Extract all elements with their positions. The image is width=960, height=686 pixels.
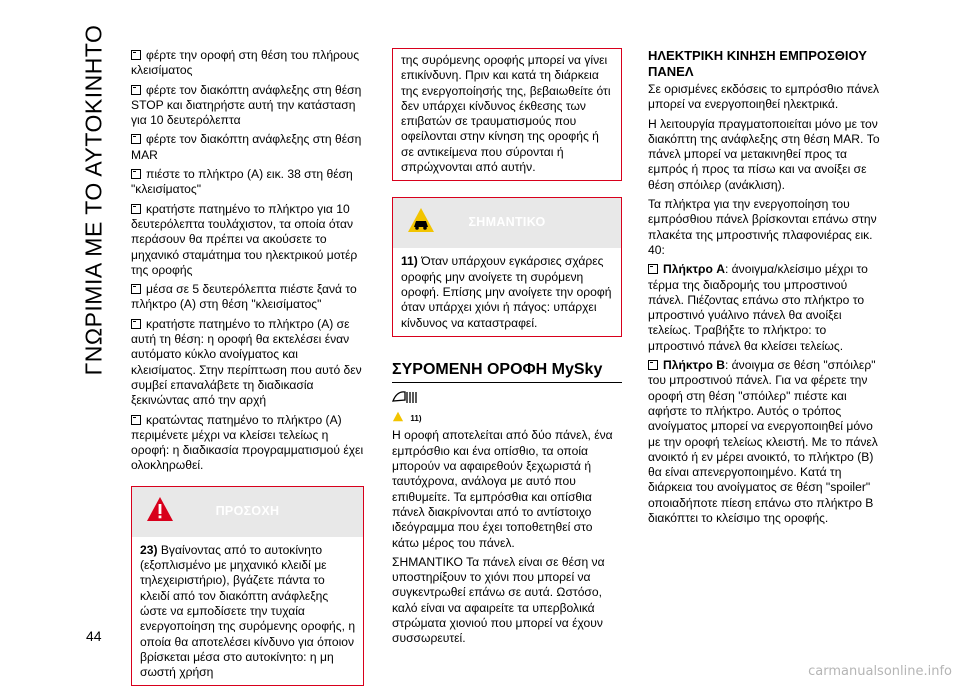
button-b-description	[648, 358, 886, 526]
step-item: κρατώντας πατημένο το πλήκτρο (A) περιμένετε μέχρι να κλείσει τελείως η οροφή: η διαδικασία προγραμματισμού έχει ολοκληρωθεί.	[131, 412, 364, 473]
column-3	[648, 48, 886, 530]
caution-title: ΠΡΟΣΟΧΗ	[215, 503, 280, 518]
chapter-title-text: ΓΝΩΡΙΜΙΑ ΜΕ ΤΟ ΑΥΤΟΚΙΝΗΤΟ	[80, 24, 107, 376]
step-checkbox-icon	[131, 134, 141, 144]
reference-number: 11)	[410, 414, 422, 424]
caution-box	[131, 486, 364, 686]
step-item: μέσα σε 5 δευτερόλεπτα πιέστε ξανά το πλήκτρο (A) στη θέση "κλεισίματος"	[131, 282, 357, 312]
step-checkbox-icon	[131, 169, 141, 179]
paragraph: ΣΗΜΑΝΤΙΚΟ Τα πάνελ είναι σε θέση να υποστηρίξουν το χιόνι που μπορεί να συγκεντρωθεί επάνω σε αυτά. Ωστόσο, καλό είναι να αφαιρείτε τα υπερβολικά στρώματα χιονιού που μπορεί να έχουν συσσωρευτεί.	[392, 554, 605, 646]
button-b-text: : άνοιγμα σε θέση "σπόιλερ" του μπροστινού πάνελ. Για να φέρετε την οροφή στη θέση "σπόιλερ" πιέστε και αφήστε το πλήκτρο. Αυτός ο τρόπος ανοίγματος μπορεί να ενεργοποιηθεί μόνο με την οροφή τελείως κλειστή. Με το πάνελ ανοικτό ή εν μέρει ανοικτό, το πλήκτρο (B) θα είναι απενεργοποιημένο. Κατά τη διάρκεια του ανοίγματος σε θέση "spoiler" οποιαδήποτε πίεση επάνω στο πλήκτρο B διακόπτει το κλείσιμο της οροφής.	[648, 358, 878, 526]
important-header	[393, 198, 621, 248]
section-title-mysky: ΣΥΡΟΜΕΝΗ ΟΡΟΦΗ MySky	[392, 360, 603, 378]
important-body	[393, 248, 621, 335]
step-item: κρατήστε πατημένο το πλήκτρο (A) σε αυτή τη θέση: η οροφή θα εκτελέσει έναν αυτόματο κύκλο ανοίγματος και κλεισίματος. Στην περίπτωση που αυτό δεν συμβεί επαναλάβετε τη διαδικασία ξεκινώντας από την αρχή	[131, 316, 362, 408]
caution-text: Βγαίνοντας από το αυτοκίνητο (εξοπλισμένο με μηχανικό κλειδί με τηλεχειριστήριο), βγάζετε πάντα το κλειδί από τον διακόπτη ανάφλεξης ώστε να εμποδίσετε την τυχαία ενεργοποίηση της συρόμενης οροφής, η οποία θα αποτελέσει κίνδυνο για όποιον βρίσκεται μέσα στο αυτοκίνητο: η μη σωστή χρήση	[140, 542, 356, 680]
important-number: 11)	[401, 254, 418, 269]
paragraph: Τα πλήκτρα για την ενεργοποίηση του εμπρόσθιου πάνελ βρίσκονται επάνω στην πλακέτα της μπροστινής πλαφονιέρας εικ. 40:	[648, 197, 877, 257]
step-item: κρατήστε πατημένο το πλήκτρο για 10 δευτερόλεπτα τουλάχιστον, τα οποία όταν περάσουν θα πρέπει να ακούσετε το μηχανικό σταμάτημα του ηλεκτρικού μοτέρ της οροφής	[131, 201, 358, 277]
page-number: 44	[86, 628, 102, 644]
small-warning-icon	[392, 411, 404, 422]
button-a-description	[648, 262, 886, 354]
paragraph: Η οροφή αποτελείται από δύο πάνελ, ένα εμπρόσθιο και ένα οπίσθιο, τα οποία μπορούν να αφαιρεθούν ξεχωριστά ή ταυτόχρονα, ανάλογα με αυτό που επιθυμείτε. Τα εμπρόσθια και οπίσθια πάνελ διακρίνονται από το αντίστοιχο ιδεόγραμμα που έχει τοποθετηθεί στο κάτω μέρος του πάνελ.	[392, 428, 613, 550]
step-item: πιέστε το πλήκτρο (A) εικ. 38 στη θέση "κλεισίματος"	[131, 167, 353, 197]
caution-box-continued	[392, 48, 622, 181]
step-checkbox-icon	[131, 85, 141, 95]
important-text: Όταν υπάρχουν εγκάρσιες σχάρες οροφής μην ανοίγετε τη συρόμενη οροφή. Επίσης μην ανοίγετε την οροφή όταν υπάρχει χιόνι ή πάγος: υπάρχει κίνδυνος να καταστραφεί.	[401, 254, 612, 330]
step-item: φέρτε τον διακόπτη ανάφλεξης στη θέση MAR	[131, 132, 362, 162]
important-box	[392, 197, 622, 336]
button-a-label: Πλήκτρο A	[663, 262, 725, 277]
step-checkbox-icon	[131, 204, 141, 214]
paragraph: Σε ορισμένες εκδόσεις το εμπρόσθιο πάνελ μπορεί να ενεργοποιηθεί ηλεκτρικά.	[648, 82, 880, 112]
column-2	[392, 48, 622, 651]
caution-header	[132, 487, 363, 537]
important-title: ΣΗΜΑΝΤΙΚΟ	[468, 215, 546, 230]
vertical-chapter-title	[74, 0, 114, 683]
caution-number: 23)	[140, 542, 158, 557]
watermark: carmanualsonline.info	[808, 664, 952, 679]
reference-line	[392, 411, 622, 426]
step-item: φέρτε τον διακόπτη ανάφλεξης στη θέση STOP και διατηρήστε αυτή την κατάσταση για 10 δευτερόλεπτα	[131, 82, 362, 128]
caution-continued-text: της συρόμενης οροφής μπορεί να γίνει επικίνδυνη. Πριν και κατά τη διάρκεια της ενεργοποίησής της, βεβαιωθείτε ότι δεν υπάρχει κίνδυνος έκθεσης των επιβατών σε τραυματισμούς που οφείλονται στην κίνηση της οροφής ή σε αντικείμενα που σύρονται ή σπρώχνονται από αυτήν.	[401, 53, 611, 175]
mysky-section	[392, 361, 622, 647]
button-b-label: Πλήκτρο B	[663, 358, 725, 373]
button-a-text: : άνοιγμα/κλείσιμο μέχρι το τέρμα της διαδρομής του μπροστινού πάνελ. Πιέζοντας επάνω στο πλήκτρο το μπροστινό γυάλινο πάνελ θα ανοίξει τελείως. Τραβήξτε το πλήκτρο: το μπροστινό πάνελ θα κλείσει τελείως.	[648, 262, 868, 353]
sunroof-icon	[392, 389, 418, 405]
step-checkbox-icon	[131, 284, 141, 294]
step-checkbox-icon	[648, 360, 658, 370]
procedure-steps	[131, 48, 364, 474]
section-divider	[392, 382, 622, 383]
step-checkbox-icon	[648, 264, 658, 274]
section-title-electric: ΗΛΕΚΤΡΙΚΗ ΚΙΝΗΣΗ ΕΜΠΡΟΣΘΙΟΥ ΠΑΝΕΛ	[648, 48, 867, 79]
step-checkbox-icon	[131, 415, 141, 425]
step-item: φέρτε την οροφή στη θέση του πλήρους κλεισίματος	[131, 48, 360, 78]
column-1	[131, 48, 364, 686]
step-checkbox-icon	[131, 319, 141, 329]
paragraph: Η λειτουργία πραγματοποιείται μόνο με τον διακόπτη της ανάφλεξης στη θέση MAR. Το πάνελ μπορεί να μετακινηθεί προς τα εμπρός ή προς τα πίσω και να ανοίξει σε θέση σπόιλερ (ανάκλιση).	[648, 116, 880, 192]
step-checkbox-icon	[131, 50, 141, 60]
